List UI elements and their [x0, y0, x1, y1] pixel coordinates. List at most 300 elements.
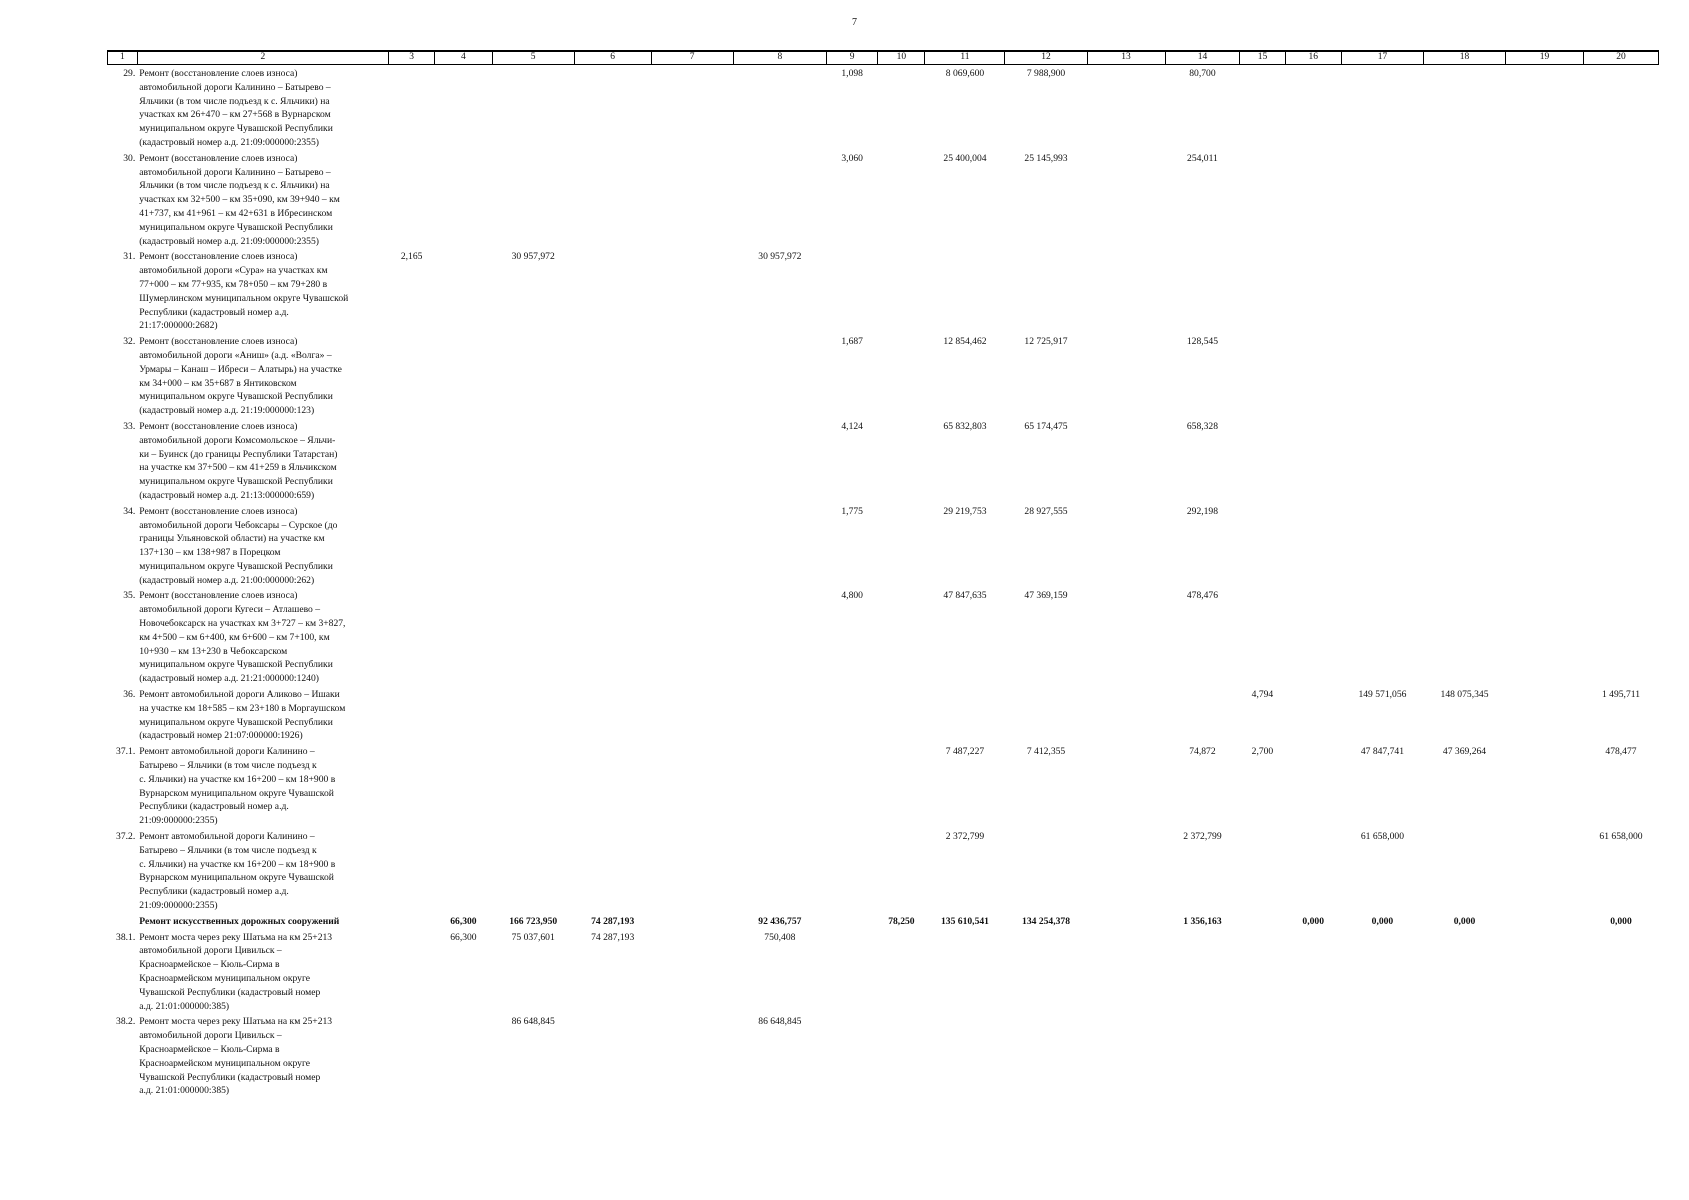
column-header: 13 — [1087, 51, 1165, 65]
cell-col-6: 74 287,193 — [591, 915, 635, 927]
cell-col-18 — [1423, 248, 1505, 333]
table-row — [108, 333, 1659, 418]
object-name-line: Ремонт автомобильной дороги Калинино – — [139, 746, 315, 758]
object-name-line: Красноармейском муниципальном округе — [139, 973, 311, 984]
cell-col-20 — [1583, 929, 1658, 1014]
cell-col-7 — [651, 248, 733, 333]
cell-col-16 — [1285, 929, 1341, 1014]
object-name-line: муниципальном округе Чувашской Республики — [139, 659, 333, 671]
cell-col-17 — [1341, 929, 1423, 1014]
cell-col-3 — [389, 929, 435, 1014]
object-name-line: муниципальном округе Чувашской Республики — [139, 391, 333, 403]
table-row — [108, 65, 1659, 150]
cell-col-12: 12 725,917 — [1024, 336, 1068, 348]
cell-col-12: 25 145,993 — [1024, 152, 1068, 164]
cell-col-3 — [389, 743, 435, 828]
cell-col-3 — [389, 150, 435, 249]
cell-col-18 — [1423, 929, 1505, 1014]
cell-col-5 — [492, 150, 574, 249]
cell-col-4 — [435, 503, 492, 588]
column-header: 17 — [1341, 51, 1423, 65]
column-header: 1 — [108, 51, 138, 65]
cell-col-16 — [1285, 65, 1341, 150]
table-row — [108, 418, 1659, 503]
cell-col-4 — [435, 65, 492, 150]
cell-col-17 — [1341, 503, 1423, 588]
cell-col-4 — [435, 828, 492, 913]
cell-col-9: 3,060 — [841, 152, 863, 164]
cell-col-19 — [1506, 418, 1584, 503]
cell-col-8: 30 957,972 — [758, 251, 802, 263]
cell-col-14: 128,545 — [1186, 336, 1219, 348]
table-row — [108, 1013, 1659, 1098]
cell-col-18 — [1423, 333, 1505, 418]
cell-col-15 — [1240, 828, 1285, 913]
cell-col-7 — [651, 65, 733, 150]
cell-col-9: 4,800 — [841, 590, 863, 602]
cell-col-6 — [574, 1013, 651, 1098]
subtotal-row — [108, 913, 1659, 929]
cell-col-13 — [1087, 686, 1165, 743]
cell-col-6: 74 287,193 — [591, 931, 635, 943]
cell-col-20: 0,000 — [1610, 915, 1632, 927]
cell-col-20: 478,477 — [1605, 746, 1637, 758]
cell-col-18 — [1423, 65, 1505, 150]
object-name — [137, 743, 388, 828]
row-number: 29. — [123, 68, 136, 79]
cell-col-5 — [492, 587, 574, 686]
cell-col-14: 74,872 — [1189, 746, 1216, 758]
cell-col-8: 86 648,845 — [758, 1016, 802, 1028]
cell-col-8: 750,408 — [764, 931, 796, 943]
cell-col-19 — [1506, 686, 1584, 743]
header-row — [108, 51, 1659, 65]
cell-col-5 — [492, 503, 574, 588]
cell-col-3 — [389, 587, 435, 686]
object-name-line: участках км 32+500 – км 35+090, км 39+940 – км — [139, 194, 340, 206]
object-name-line: (кадастровый номер а.д. 21:19:000000:123) — [139, 405, 315, 417]
cell-col-11: 29 219,753 — [943, 505, 987, 517]
cell-col-19 — [1506, 150, 1584, 249]
object-name-line: Ремонт (восстановление слоев износа) — [139, 590, 298, 602]
object-name-line: Красноармейском муниципальном округе — [139, 1057, 311, 1069]
table-row — [108, 150, 1659, 249]
object-name-line: Республики (кадастровый номер а.д. — [139, 306, 289, 318]
object-name — [137, 503, 388, 588]
cell-col-15 — [1240, 65, 1285, 150]
cell-col-14 — [1165, 1013, 1240, 1098]
column-header: 18 — [1423, 51, 1505, 65]
cell-col-15 — [1240, 1013, 1285, 1098]
cell-col-8: 92 436,757 — [758, 915, 802, 927]
cell-col-13 — [1087, 418, 1165, 503]
object-name-line: Ремонт автомобильной дороги Аликово – Ишаки — [139, 689, 340, 701]
object-name-line: с. Яльчики) на участке км 16+200 – км 18+900 в — [139, 858, 336, 870]
cell-col-8 — [733, 333, 826, 418]
object-name-line: (кадастровый номер 21:07:000000:1926) — [139, 730, 303, 742]
cell-col-17: 47 847,741 — [1360, 746, 1405, 758]
cell-col-9 — [827, 743, 878, 828]
object-name-line: автомобильной дороги «Аниш» (а.д. «Волга» – — [139, 349, 332, 361]
column-header: 4 — [435, 51, 492, 65]
object-name-line: Красноармейское – Кюль-Сирма в — [139, 959, 280, 971]
cell-col-3: 2,165 — [400, 251, 423, 263]
object-name-line: км 34+000 – км 35+687 в Янтиковском — [139, 377, 297, 389]
cell-col-16 — [1285, 743, 1341, 828]
row-number: 30. — [123, 152, 136, 164]
cell-col-18 — [1423, 150, 1505, 249]
cell-col-20 — [1583, 150, 1658, 249]
object-name-line: ки – Буинск (до границы Республики Татарстан) — [139, 448, 338, 460]
cell-col-6 — [574, 503, 651, 588]
cell-col-13 — [1087, 503, 1165, 588]
cell-col-12 — [1005, 248, 1087, 333]
cell-col-6 — [574, 743, 651, 828]
object-name-line: Ремонт моста через реку Шатьма на км 25+213 — [139, 931, 333, 943]
cell-col-14: 1 356,163 — [1183, 915, 1222, 927]
object-name-line: 10+930 – км 13+230 в Чебоксарском — [139, 645, 288, 657]
cell-col-16 — [1285, 503, 1341, 588]
cell-col-14: 478,476 — [1186, 590, 1219, 602]
object-name-line: автомобильной дороги Калинино – Батырево – — [139, 81, 331, 93]
cell-col-8 — [733, 686, 826, 743]
cell-col-10 — [878, 743, 925, 828]
cell-col-11 — [925, 1013, 1005, 1098]
object-name-line: Батырево – Яльчики (в том числе подъезд к — [139, 844, 317, 856]
cell-col-5 — [492, 418, 574, 503]
object-name-line: Шумерлинском муниципальном округе Чувашской — [139, 292, 349, 304]
cell-col-9 — [827, 913, 878, 929]
cell-col-10 — [878, 503, 925, 588]
cell-col-8 — [733, 65, 826, 150]
cell-col-3 — [389, 913, 435, 929]
object-name-line: муниципальном округе Чувашской Республики — [139, 221, 333, 233]
cell-col-20 — [1583, 587, 1658, 686]
cell-col-15 — [1240, 587, 1285, 686]
column-header: 9 — [827, 51, 878, 65]
cell-col-6 — [574, 587, 651, 686]
cell-col-12: 47 369,159 — [1024, 590, 1068, 602]
cell-col-10 — [878, 929, 925, 1014]
table-row — [108, 248, 1659, 333]
object-name-line: (кадастровый номер а.д. 21:09:000000:2355) — [139, 136, 319, 148]
object-name-line: Вурнарском муниципальном округе Чувашской — [139, 872, 334, 884]
cell-col-19 — [1506, 503, 1584, 588]
column-header: 5 — [492, 51, 574, 65]
cell-col-7 — [651, 503, 733, 588]
object-name-line: автомобильной дороги «Сура» на участках км — [139, 265, 328, 277]
cell-col-8 — [733, 587, 826, 686]
object-name-line: (кадастровый номер а.д. 21:13:000000:659) — [139, 489, 315, 501]
cell-col-16 — [1285, 333, 1341, 418]
cell-col-7 — [651, 686, 733, 743]
object-name-line: автомобильной дороги Чебоксары – Сурское (до — [139, 519, 338, 531]
cell-col-6 — [574, 686, 651, 743]
object-name-line: Ремонт (восстановление слоев износа) — [139, 505, 298, 517]
cell-col-18: 47 369,264 — [1442, 746, 1487, 758]
cell-col-17: 0,000 — [1371, 915, 1394, 927]
cell-col-14: 80,700 — [1189, 68, 1216, 79]
object-name-line: автомобильной дороги Кугеси – Атлашево – — [139, 604, 321, 616]
cell-col-11: 2 372,799 — [945, 831, 985, 843]
cell-col-10 — [878, 333, 925, 418]
cell-col-4 — [435, 587, 492, 686]
cell-col-4 — [435, 418, 492, 503]
cell-col-13 — [1087, 65, 1165, 150]
cell-col-15: 4,794 — [1251, 689, 1274, 701]
table-row — [108, 503, 1659, 588]
column-header: 20 — [1583, 51, 1658, 65]
cell-col-6 — [574, 150, 651, 249]
cell-col-11 — [925, 929, 1005, 1014]
column-header: 16 — [1285, 51, 1341, 65]
cell-col-10 — [878, 248, 925, 333]
cell-col-11: 65 832,803 — [943, 420, 987, 432]
object-name-line: участках км 26+470 – км 27+568 в Вурнарском — [139, 109, 331, 121]
object-name-line: Чувашской Республики (кадастровый номер — [139, 1071, 321, 1083]
row-number: 36. — [123, 689, 136, 701]
object-name-line: Чувашской Республики (кадастровый номер — [139, 986, 321, 998]
page-number: 7 — [852, 17, 857, 28]
object-name — [137, 929, 388, 1014]
cell-col-9: 1,098 — [841, 68, 863, 79]
cell-col-9: 1,775 — [841, 505, 863, 517]
cell-col-4: 66,300 — [450, 931, 477, 943]
cell-col-8 — [733, 828, 826, 913]
object-name — [137, 248, 388, 333]
cell-col-14: 2 372,799 — [1183, 831, 1222, 843]
cell-col-14: 658,328 — [1186, 420, 1219, 432]
cell-col-13 — [1087, 333, 1165, 418]
cell-col-19 — [1506, 65, 1584, 150]
cell-col-18 — [1423, 418, 1505, 503]
object-name-line: на участке км 18+585 – км 23+180 в Моргаушском — [139, 702, 346, 714]
row-number: 34. — [123, 505, 136, 517]
cell-col-19 — [1506, 248, 1584, 333]
row-number: 33. — [123, 420, 136, 432]
object-name — [137, 418, 388, 503]
row-number: 38.2. — [116, 1016, 136, 1028]
object-name-line: муниципальном округе Чувашской Республики — [139, 716, 333, 728]
cell-col-19 — [1506, 743, 1584, 828]
cell-col-16 — [1285, 1013, 1341, 1098]
cell-col-19 — [1506, 587, 1584, 686]
object-name-line: 21:17:000000:2682) — [139, 320, 218, 332]
cell-col-5 — [492, 65, 574, 150]
cell-col-5: 75 037,601 — [511, 931, 555, 943]
cell-col-7 — [651, 743, 733, 828]
row-number: 31. — [123, 251, 136, 263]
cell-col-16 — [1285, 248, 1341, 333]
cell-col-4 — [435, 150, 492, 249]
cell-col-8 — [733, 418, 826, 503]
cell-col-11: 12 854,462 — [943, 336, 987, 348]
object-name-line: Красноармейское – Кюль-Сирма в — [139, 1043, 280, 1055]
column-header: 10 — [878, 51, 925, 65]
cell-col-15 — [1240, 503, 1285, 588]
cell-col-10: 78,250 — [888, 915, 915, 927]
object-name-line: Новочебоксарск на участках км 3+727 – км 3+827, — [139, 618, 346, 630]
object-name — [137, 828, 388, 913]
cell-col-15: 2,700 — [1251, 746, 1274, 758]
cell-col-19 — [1506, 1013, 1584, 1098]
cell-col-11: 8 069,600 — [945, 68, 985, 79]
cell-col-5: 86 648,845 — [511, 1016, 555, 1028]
cell-col-7 — [651, 1013, 733, 1098]
cell-col-20 — [1583, 418, 1658, 503]
cell-col-12 — [1005, 929, 1087, 1014]
table-row — [108, 828, 1659, 913]
cell-col-17 — [1341, 150, 1423, 249]
cell-col-19 — [1506, 333, 1584, 418]
cell-col-20: 1 495,711 — [1601, 689, 1640, 701]
column-header: 14 — [1165, 51, 1240, 65]
cell-col-3 — [389, 418, 435, 503]
object-name-line: 77+000 – км 77+935, км 78+050 – км 79+280 в — [139, 278, 328, 290]
cell-col-15 — [1240, 333, 1285, 418]
cell-col-8 — [733, 150, 826, 249]
cell-col-19 — [1506, 929, 1584, 1014]
column-header: 7 — [651, 51, 733, 65]
cell-col-9 — [827, 686, 878, 743]
cell-col-12: 28 927,555 — [1024, 505, 1068, 517]
object-name-line: Республики (кадастровый номер а.д. — [139, 886, 289, 898]
object-name-line: Ремонт (восстановление слоев износа) — [139, 152, 298, 164]
object-name-line: а.д. 21:01:000000:385) — [139, 1000, 230, 1012]
cell-col-17 — [1341, 65, 1423, 150]
cell-col-3 — [389, 65, 435, 150]
cell-col-20 — [1583, 1013, 1658, 1098]
cell-col-16 — [1285, 828, 1341, 913]
row-number: 32. — [123, 336, 136, 348]
cell-col-16: 0,000 — [1302, 915, 1324, 927]
cell-col-7 — [651, 929, 733, 1014]
column-header: 11 — [925, 51, 1005, 65]
object-name — [137, 1013, 388, 1098]
object-name-line: муниципальном округе Чувашской Республики — [139, 476, 333, 488]
cell-col-18 — [1423, 587, 1505, 686]
cell-col-15 — [1240, 248, 1285, 333]
cell-col-9 — [827, 248, 878, 333]
object-name — [137, 587, 388, 686]
cell-col-14 — [1165, 686, 1240, 743]
cell-col-16 — [1285, 418, 1341, 503]
cell-col-11: 7 487,227 — [945, 746, 985, 758]
cell-col-17 — [1341, 1013, 1423, 1098]
cell-col-10 — [878, 150, 925, 249]
cell-col-12: 65 174,475 — [1024, 420, 1068, 432]
cell-col-13 — [1087, 150, 1165, 249]
cell-col-13 — [1087, 929, 1165, 1014]
cell-col-3 — [389, 333, 435, 418]
cell-col-5 — [492, 743, 574, 828]
cell-col-17: 61 658,000 — [1360, 831, 1405, 843]
object-name-line: Ремонт (восстановление слоев износа) — [139, 420, 298, 432]
cell-col-5: 166 723,950 — [509, 915, 558, 927]
cell-col-8 — [733, 743, 826, 828]
object-name-line: с. Яльчики) на участке км 16+200 – км 18+900 в — [139, 773, 336, 785]
object-name-line: муниципальном округе Чувашской Республики — [139, 123, 333, 135]
cell-col-12: 7 988,900 — [1026, 68, 1066, 79]
cell-col-20: 61 658,000 — [1599, 831, 1643, 843]
cell-col-16 — [1285, 587, 1341, 686]
column-header: 19 — [1506, 51, 1584, 65]
cell-col-13 — [1087, 587, 1165, 686]
cell-col-17 — [1341, 333, 1423, 418]
cell-col-7 — [651, 913, 733, 929]
cell-col-4 — [435, 686, 492, 743]
cell-col-17 — [1341, 587, 1423, 686]
object-name-line: (кадастровый номер а.д. 21:21:000000:1240) — [139, 673, 319, 685]
object-name-line: границы Ульяновской области) на участке км — [139, 533, 325, 545]
cell-col-10 — [878, 587, 925, 686]
cell-col-7 — [651, 333, 733, 418]
object-name-line: Батырево – Яльчики (в том числе подъезд к — [139, 760, 317, 772]
cell-col-4 — [435, 1013, 492, 1098]
cell-col-10 — [878, 828, 925, 913]
object-name-line: Ремонт (восстановление слоев износа) — [139, 68, 298, 79]
cell-col-18: 148 075,345 — [1440, 689, 1489, 701]
object-name-line: 21:09:000000:2355) — [139, 900, 218, 912]
table-row — [108, 743, 1659, 828]
object-name-line: автомобильной дороги Цивильск – — [139, 945, 282, 957]
object-name-line: на участке км 37+500 – км 41+259 в Яльчикском — [139, 462, 337, 474]
cell-col-10 — [878, 1013, 925, 1098]
column-header: 2 — [137, 51, 388, 65]
cell-col-5 — [492, 686, 574, 743]
cell-col-4 — [435, 333, 492, 418]
cell-col-3 — [389, 1013, 435, 1098]
cell-col-20 — [1583, 248, 1658, 333]
cell-col-8 — [733, 503, 826, 588]
row-number — [108, 913, 138, 929]
cell-col-20 — [1583, 333, 1658, 418]
cell-col-13 — [1087, 1013, 1165, 1098]
cell-col-14 — [1165, 929, 1240, 1014]
cell-col-9 — [827, 1013, 878, 1098]
column-header: 3 — [389, 51, 435, 65]
table-row — [108, 587, 1659, 686]
cell-col-9 — [827, 828, 878, 913]
cell-col-15 — [1240, 929, 1285, 1014]
cell-col-9 — [827, 929, 878, 1014]
cell-col-12 — [1005, 1013, 1087, 1098]
object-name-line: Ремонт (восстановление слоев износа) — [139, 336, 298, 348]
cell-col-14: 254,011 — [1187, 152, 1218, 164]
cell-col-19 — [1506, 913, 1584, 929]
cell-col-11: 25 400,004 — [943, 152, 987, 164]
cell-col-15 — [1240, 150, 1285, 249]
cell-col-7 — [651, 828, 733, 913]
cell-col-20 — [1583, 503, 1658, 588]
table-row — [108, 686, 1659, 743]
row-number: 38.1. — [116, 931, 136, 943]
cell-col-12: 134 254,378 — [1022, 915, 1070, 927]
object-name-line: Ремонт автомобильной дороги Калинино – — [139, 831, 315, 843]
cell-col-17: 149 571,056 — [1358, 689, 1407, 701]
column-header: 12 — [1005, 51, 1087, 65]
cell-col-10 — [878, 686, 925, 743]
cell-col-14: 292,198 — [1186, 505, 1219, 517]
cell-col-12 — [1005, 686, 1087, 743]
column-header: 15 — [1240, 51, 1285, 65]
cell-col-3 — [389, 686, 435, 743]
cell-col-16 — [1285, 150, 1341, 249]
object-name-line: (кадастровый номер а.д. 21:09:000000:2355) — [139, 235, 319, 247]
cell-col-15 — [1240, 418, 1285, 503]
cell-col-6 — [574, 65, 651, 150]
cell-col-5 — [492, 333, 574, 418]
